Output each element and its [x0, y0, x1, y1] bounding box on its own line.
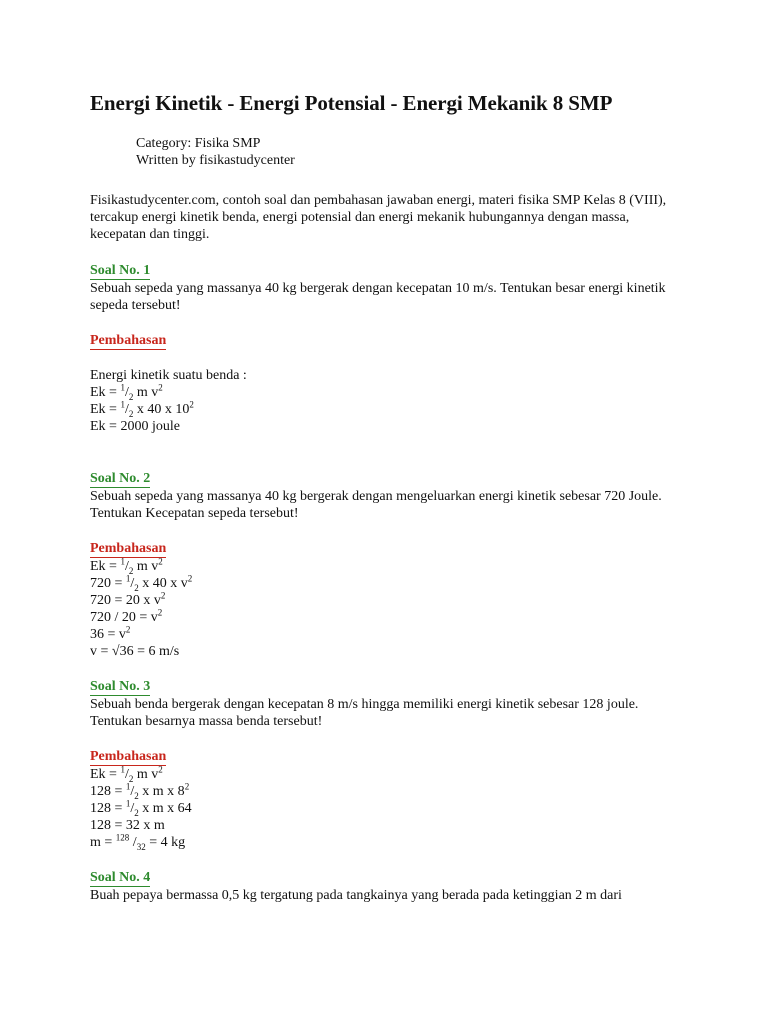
soal-3-question: Sebuah benda bergerak dengan kecepatan 8 m/s hingga memiliki energi kinetik sebesar 128 joule. Tentukan besarnya massa benda tersebut! [90, 697, 639, 729]
soal-1-formula: $Ek = ^1/_2$ m $v^2$ [90, 382, 163, 402]
soal-1-pembahasan-heading: Pembahasan [90, 333, 167, 348]
soal-1-substitution: $Ek = ^1/_2$ x 40 x $10^2$ [90, 399, 194, 419]
page-title: Energi Kinetik - Energi Potensial - Energi Mekanik 8 SMP [90, 91, 613, 115]
soal-3-step-1: $128 = ^1/_2$ x m x $8^2$ [90, 781, 190, 801]
soal-2-step-1: $720 = ^1/_2$ x 40 x $v^2$ [90, 573, 193, 593]
soal-3-step-3: 128 = 32 x m [90, 818, 165, 833]
soal-3-pembahasan-heading: Pembahasan [90, 749, 167, 764]
soal-2-step-4: $36 = v^2$ [90, 624, 131, 642]
soal-4-question: Buah pepaya bermassa 0,5 kg tergatung pada tangkainya yang berada pada ketinggian 2 m dari [90, 888, 622, 903]
soal-2-formula: $Ek = ^1/_2$ m $v^2$ [90, 556, 163, 576]
soal-2-result: v = √36 = 6 m/s [90, 644, 180, 659]
soal-2-solution [90, 558, 680, 660]
soal-2-step-3: $720 / 20 = v^2$ [90, 607, 163, 625]
soal-2-question: Sebuah sepeda yang massanya 40 kg bergerak dengan mengeluarkan energi kinetik sebesar 720 Joule. Tentukan Kecepatan sepeda tersebut! [90, 489, 662, 521]
category-line: Category: Fisika SMP [136, 136, 261, 151]
soal-2-section [90, 469, 680, 660]
soal-3-solution [90, 766, 680, 851]
soal-3-step-2: $128 = ^1/_2$ x m x 64 [90, 798, 192, 818]
article-meta [136, 135, 680, 169]
soal-2-heading: Soal No. 2 [90, 471, 151, 486]
soal-1-heading: Soal No. 1 [90, 263, 151, 278]
soal-1-lead: Energi kinetik suatu benda : [90, 368, 247, 383]
author-line: Written by fisikastudycenter [136, 153, 295, 168]
soal-1-solution [90, 367, 680, 435]
soal-1-section [90, 261, 680, 435]
soal-3-formula: $Ek = ^1/_2$ m $v^2$ [90, 764, 163, 784]
soal-1-result: Ek = 2000 joule [90, 419, 180, 434]
intro-paragraph: Fisikastudycenter.com, contoh soal dan pembahasan jawaban energi, materi fisika SMP Kelas 8 (VIII), tercakup energi kinetik benda, energi potensial dan energi mekanik hubungannya dengan massa, kecepatan dan tinggi. [90, 193, 667, 242]
soal-3-heading: Soal No. 3 [90, 679, 151, 694]
soal-1-question: Sebuah sepeda yang massanya 40 kg bergerak dengan kecepatan 10 m/s. Tentukan besar energi kinetik sepeda tersebut! [90, 281, 666, 313]
document-page [90, 88, 680, 904]
soal-2-pembahasan-heading: Pembahasan [90, 541, 167, 556]
soal-2-step-2: 720 = 20 x $v^2$ [90, 590, 166, 608]
soal-3-result: m = $^{128}$ $/_{32} = 4$ kg [90, 832, 186, 852]
soal-3-section [90, 677, 680, 851]
soal-4-section [90, 868, 680, 904]
soal-4-heading: Soal No. 4 [90, 870, 151, 885]
